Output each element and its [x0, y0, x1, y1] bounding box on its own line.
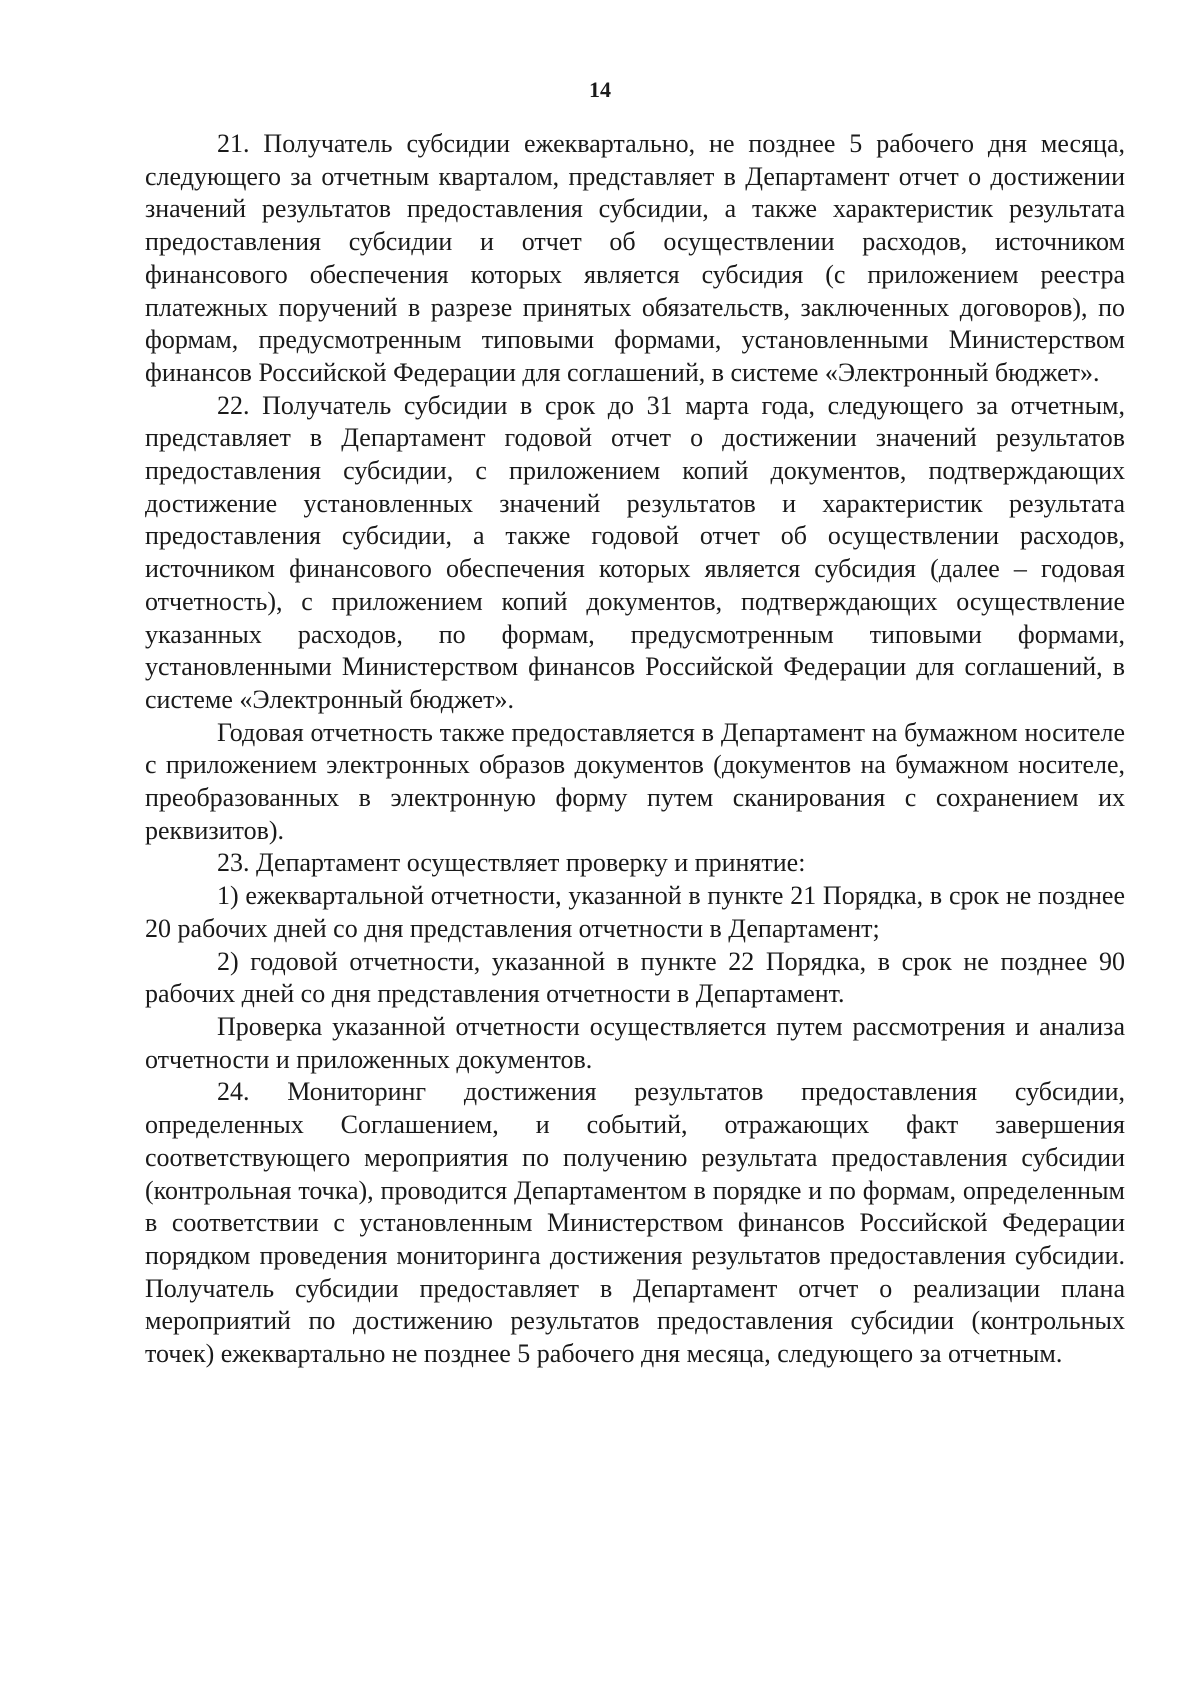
paragraph-23: 23. Департамент осуществляет проверку и принятие: [217, 848, 806, 878]
paragraph-verification: Проверка указанной отчетности осуществляется путем рассмотрения и анализа отчетности и приложенных документов. [145, 1011, 1125, 1074]
paragraph-24: 24. Мониторинг достижения результатов предоставления субсидии, определенных Соглашением, и событий, отражающих факт завершения соответствующего мероприятия по получению результата предоставления субсидии (контрольная точка), проводится Департаментом в порядке и по формам, определенным в соответствии с установленным Министерством финансов Российской Федерации порядком проведения мониторинга достижения результатов предоставления субсидии. Получатель субсидии предоставляет в Департамент отчет о реализации плана мероприятий по достижению результатов предоставления субсидии (контрольных точек) ежеквартально не позднее 5 рабочего дня месяца, следующего за отчетным. [145, 1077, 1125, 1369]
paragraph-22: 22. Получатель субсидии в срок до 31 марта года, следующего за отчетным, представляет в Департамент годовой отчет о достижении значений результатов предоставления субсидии, с приложением копий документов, подтверждающих достижение установленных значений результатов и характеристик результата предоставления субсидии, а также годовой отчет об осуществлении расходов, источником финансового обеспечения которых является субсидия (далее – годовая отчетность), с приложением копий документов, подтверждающих осуществление указанных расходов, по формам, предусмотренным типовыми формами, установленными Министерством финансов Российской Федерации для соглашений, в системе «Электронный бюджет». [145, 390, 1125, 714]
document-body [145, 128, 1125, 1371]
paragraph-21: 21. Получатель субсидии ежеквартально, не позднее 5 рабочего дня месяца, следующего за отчетным кварталом, представляет в Департамент отчет о достижении значений результатов предоставления субсидии, а также характеристик результата предоставления субсидии и отчет об осуществлении расходов, источником финансового обеспечения которых является субсидия (с приложением реестра платежных поручений в разрезе принятых обязательств, заключенных договоров), по формам, предусмотренным типовыми формами, установленными Министерством финансов Российской Федерации для соглашений, в системе «Электронный бюджет». [145, 129, 1125, 387]
paragraph-annual-paper-report: Годовая отчетность также предоставляется в Департамент на бумажном носителе с приложением электронных образов документов (документов на бумажном носителе, преобразованных в электронную форму путем сканирования с сохранением их реквизитов). [145, 717, 1125, 845]
paragraph-23-item-2: 2) годовой отчетности, указанной в пункте 22 Порядка, в срок не позднее 90 рабочих дней со дня представления отчетности в Департамент. [145, 946, 1125, 1009]
paragraph-23-item-1: 1) ежеквартальной отчетности, указанной в пункте 21 Порядка, в срок не позднее 20 рабочих дней со дня представления отчетности в Департамент; [145, 881, 1125, 943]
page-number: 14 [589, 77, 611, 102]
